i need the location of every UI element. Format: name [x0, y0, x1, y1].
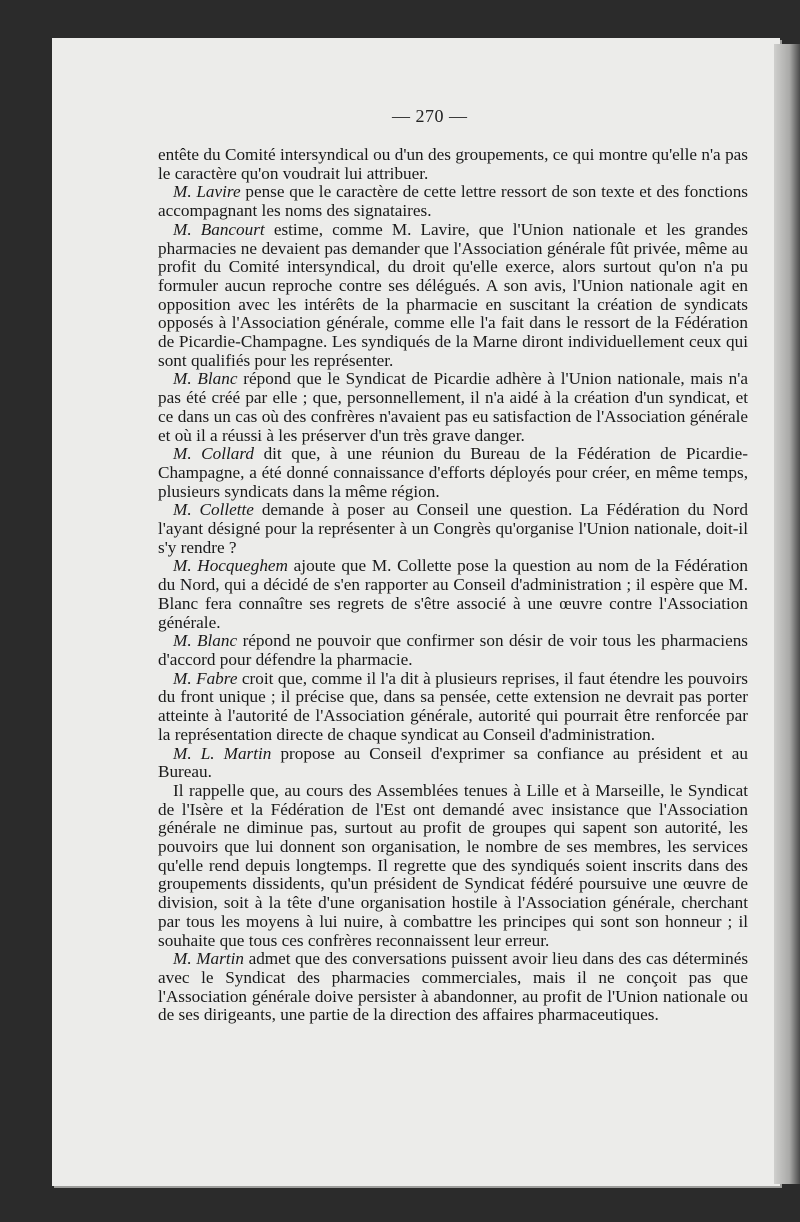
paragraph-7: M. Hocqueghem ajoute que M. Collette pose la question au nom de la Fédération du Nord, qui a décidé de s'en rapporter au Conseil d'administration ; il espère que M. Blanc fera connaître ses regrets de s'être associé à une œuvre contre l'Association générale.: [158, 556, 748, 632]
document-page: [52, 38, 780, 1186]
paragraph-12: M. Martin admet que des conversations puissent avoir lieu dans des cas déterminés avec le Syndicat des pharmacies commerciales, mais il ne conçoit pas que l'Association générale doive persister à abandonner, au profit de l'Union nationale ou de ses dirigeants, une partie de la direction des affaires pharmaceutiques.: [158, 949, 749, 1025]
paragraph-5: M. Collard dit que, à une réunion du Bureau de la Fédération de Picardie-Champagne, a été donné connaissance d'efforts déployés pour créer, en même temps, plusieurs syndicats dans la même région.: [158, 444, 748, 501]
body-text: [158, 146, 748, 1025]
speaker-name: M. Hocqueghem: [173, 556, 288, 576]
paragraph-10: M. L. Martin propose au Conseil d'exprimer sa confiance au président et au Bureau.: [158, 743, 748, 782]
speaker-name: M. Fabre: [173, 668, 238, 688]
page-number: — 270 —: [392, 106, 468, 126]
paragraph-3: M. Bancourt estime, comme M. Lavire, que l'Union nationale et les grandes pharmacies ne devaient pas demander que l'Association générale fût privée, même au profit du Comité intersyndical, du droit qu'elle exerce, alors surtout qu'on n'a pu formuler aucun reproche contre ses délégués. A son avis, l'Union nationale agit en opposition avec les intérêts de la pharmacie en suscitant la création de syndicats opposés à l'Association générale, comme elle l'a fait dans le ressort de la Fédération de Picardie-Champagne. Les syndiqués de la Marne diront individuellement ceux qui sont qualifiés pour les représenter.: [158, 219, 748, 370]
speaker-name: M. Collard: [173, 444, 255, 464]
speaker-name: M. Martin: [173, 949, 244, 969]
paragraph-9: M. Fabre croit que, comme il l'a dit à plusieurs reprises, il faut étendre les pouvoirs du front unique ; il précise que, dans sa pensée, cette extension ne devrait pas porter atteinte à l'autorité de l'Association générale, autorité qui pourrait être renforcée par la représentation directe de chaque syndicat au Conseil d'administration.: [158, 668, 748, 744]
adjacent-page-edge: [774, 44, 800, 1184]
speaker-name: M. Collette: [173, 500, 254, 520]
paragraph-4: M. Blanc répond que le Syndicat de Picardie adhère à l'Union nationale, mais n'a pas été créé par elle ; que, personnellement, il n'a aidé à la création d'un syndicat, et ce dans un cas où des confrères n'avaient pas eu satisfaction de l'Association générale et où il a réussi à les préserver d'un très grave danger.: [158, 369, 748, 445]
speaker-name: M. Blanc: [173, 369, 238, 389]
paragraph-6: M. Collette demande à poser au Conseil une question. La Fédération du Nord l'ayant désigné pour la représenter à un Congrès qu'organise l'Union nationale, doit-il s'y rendre ?: [158, 500, 748, 557]
speaker-name: M. Blanc: [173, 631, 238, 651]
paragraph-2: M. Lavire pense que le caractère de cette lettre ressort de son texte et des fonctions accompagnant les noms des signataires.: [158, 182, 748, 221]
paragraph-11: Il rappelle que, au cours des Assemblées tenues à Lille et à Marseille, le Syndicat de l'Isère et la Fédération de l'Est ont demandé avec insistance que l'Association générale ne diminue pas, surtout au profit de groupes qui sapent son autorité, les pouvoirs que lui donnent son organisation, le nombre de ses membres, les services qu'elle rend depuis longtemps. Il regrette que des syndiqués soient inscrits dans des groupements dissidents, qu'un président de Syndicat fédéré poursuive une œuvre de division, soit à la tête d'une organisation hostile à l'Association générale, cherchant par tous les moyens à lui nuire, à combattre les principes qui sont son honneur ; il souhaite que tous ces confrères reconnaissent leur erreur.: [158, 780, 748, 950]
paragraph-8: M. Blanc répond ne pouvoir que confirmer son désir de voir tous les pharmaciens d'accord pour défendre la pharmacie.: [158, 631, 748, 669]
speaker-name: M. Lavire: [173, 182, 241, 202]
paragraph-1: entête du Comité intersyndical ou d'un des groupements, ce qui montre qu'elle n'a pas le caractère qu'on voudrait lui attribuer.: [158, 145, 748, 183]
speaker-name: M. Bancourt: [173, 219, 265, 239]
speaker-name: M. L. Martin: [173, 743, 272, 763]
